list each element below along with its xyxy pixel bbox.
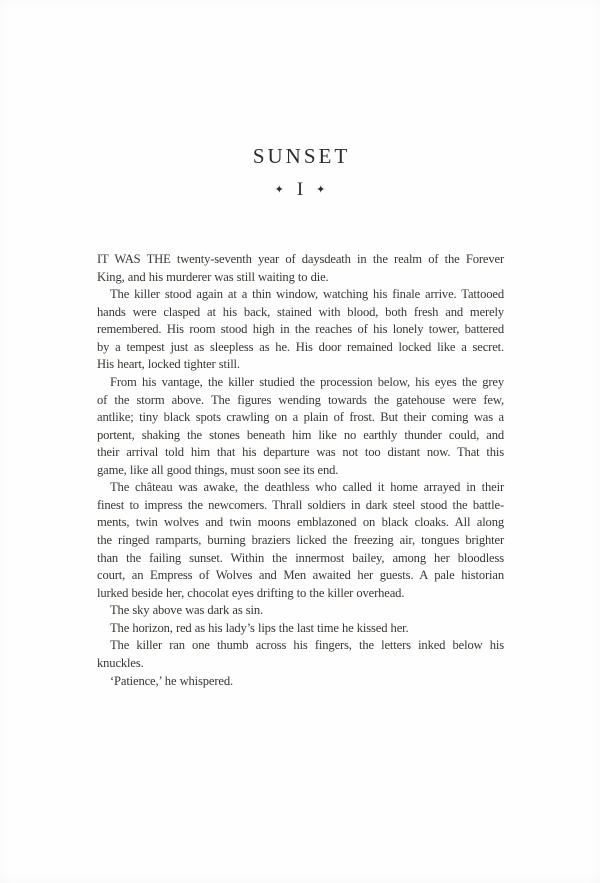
body-line: remembered. His room stood high in the reaches of his lonely tower, battered <box>97 322 504 337</box>
paragraph <box>97 251 504 286</box>
body-line: knuckles. <box>97 655 144 670</box>
body-line: portent, shaking the stones beneath him like no earthly thunder could, and <box>97 427 504 442</box>
body-line: game, like all good things, must soon see its end. <box>97 462 339 477</box>
body-line: His heart, locked tighter still. <box>97 357 240 372</box>
body-line: The killer stood again at a thin window, watching his finale arrive. Tattooed <box>110 287 504 302</box>
chapter-title: SUNSET <box>252 144 351 168</box>
body-line: of the storm above. The figures wending towards the gatehouse were few, <box>97 392 504 407</box>
body-text <box>97 251 504 690</box>
paragraph <box>97 479 504 602</box>
body-line: IT WAS THE twenty-seventh year of daysdeath in the realm of the Forever <box>97 252 504 266</box>
body-line: by a tempest just as sleepless as he. His door remained locked like a secret. <box>97 339 504 354</box>
paragraph <box>97 602 504 620</box>
body-line: The killer ran one thumb across his fingers, the letters inked below his <box>110 638 504 653</box>
body-line: From his vantage, the killer studied the procession below, his eyes the grey <box>110 374 504 389</box>
body-line: The horizon, red as his lady’s lips the last time he kissed her. <box>110 620 409 635</box>
chapter-numeral: I <box>296 179 304 200</box>
body-line: the ringed ramparts, burning braziers licked the freezing air, tongues brighter <box>97 533 504 547</box>
paragraph <box>97 374 504 479</box>
body-line: The sky above was dark as sin. <box>110 603 264 618</box>
body-line: King, and his murderer was still waiting to die. <box>97 269 329 284</box>
body-line: antlike; tiny black spots crawling on a plain of frost. But their coming was a <box>97 410 504 425</box>
body-line: The château was awake, the deathless who called it home arrayed in their <box>110 480 504 495</box>
body-line: ments, twin wolves and twin moons emblazoned on black cloaks. All along <box>97 515 504 530</box>
body-line: their arrival told him that his departure was not too distant now. That this <box>97 445 504 460</box>
body-line: finest to impress the newcomers. Thrall soldiers in dark steel stood the battle- <box>97 497 504 512</box>
body-line: hands were clasped at his back, stained with blood, both fresh and merely <box>97 304 504 319</box>
chapter-marker <box>0 180 600 199</box>
paragraph <box>97 637 504 672</box>
body-line: lurked beside her, chocolat eyes drifting to the killer overhead. <box>97 585 405 600</box>
four-pointed-star-icon: ✦ <box>274 184 284 196</box>
body-line: than the failing sunset. Within the innermost bailey, among her bloodless <box>97 550 504 565</box>
paragraph <box>97 673 504 691</box>
body-line: court, an Empress of Wolves and Men awaited her guests. A pale historian <box>97 568 504 583</box>
paragraph <box>97 620 504 638</box>
body-line: ‘Patience,’ he whispered. <box>110 673 233 688</box>
paragraph <box>97 286 504 374</box>
four-pointed-star-icon: ✦ <box>316 184 326 196</box>
